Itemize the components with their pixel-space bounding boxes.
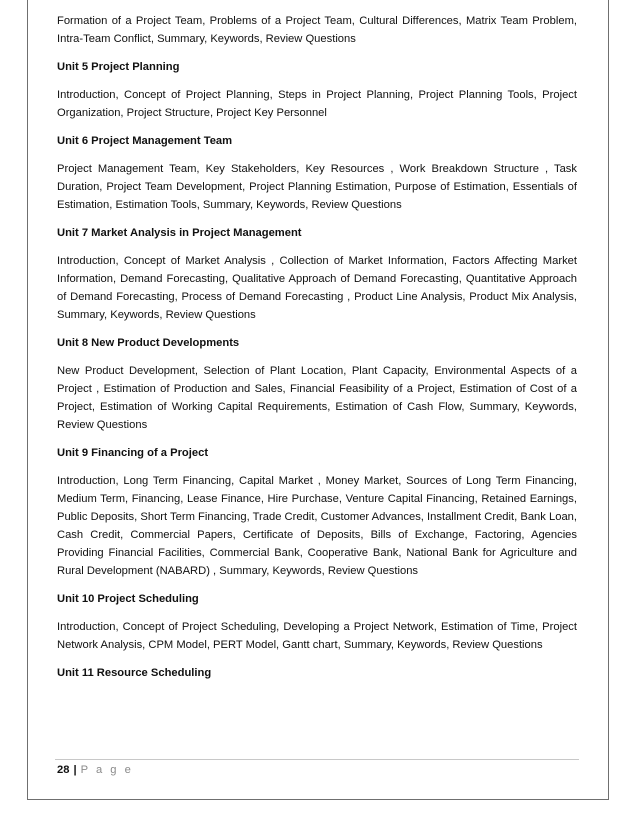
unit-heading: Unit 10 Project Scheduling <box>57 593 199 605</box>
footer-separator: | <box>73 764 77 776</box>
unit-heading: Unit 9 Financing of a Project <box>57 447 209 459</box>
document-body <box>57 12 577 692</box>
page-label: P a g e <box>80 764 134 776</box>
unit-heading: Unit 5 Project Planning <box>57 61 180 73</box>
unit-section-9 <box>57 444 577 580</box>
unit-content: New Product Development, Selection of Plant Location, Plant Capacity, Environmental Aspects of a Project , Estimation of Production and Sales, Financial Feasibility of a Project, Estimation of Cost of a Project, Estimation of Working Capital Requirements, Estimation of Cash Flow, Summary, Keywords, Review Questions <box>57 365 577 431</box>
unit-section-5 <box>57 58 577 122</box>
unit-content: Introduction, Concept of Project Planning, Steps in Project Planning, Project Planning Tools, Project Organization, Project Structure, Project Key Personnel <box>57 89 577 119</box>
unit-heading: Unit 11 Resource Scheduling <box>57 667 212 679</box>
unit-content: Introduction, Concept of Market Analysis , Collection of Market Information, Factors Affecting Market Information, Demand Forecasting, Qualitative Approach of Demand Forecasting, Quantitative Approach of Demand Forecasting, Process of Demand Forecasting , Product Line Analysis, Product Mix Analysis, Summary, Keywords, Review Questions <box>57 255 577 321</box>
unit-heading: Unit 8 New Product Developments <box>57 337 240 349</box>
unit-section-7 <box>57 224 577 324</box>
page-footer <box>57 762 133 778</box>
unit-content: Project Management Team, Key Stakeholders, Key Resources , Work Breakdown Structure , Task Duration, Project Team Development, Project Planning Estimation, Purpose of Estimation, Essentials of Estimation, Estimation Tools, Summary, Keywords, Review Questions <box>57 163 577 211</box>
unit-content: Introduction, Concept of Project Scheduling, Developing a Project Network, Estimation of Time, Project Network Analysis, CPM Model, PERT Model, Gantt chart, Summary, Keywords, Review Questions <box>57 621 577 651</box>
footer-divider <box>55 759 579 760</box>
unit-section-8 <box>57 334 577 434</box>
unit-content: Introduction, Long Term Financing, Capital Market , Money Market, Sources of Long Term Financing, Medium Term, Financing, Lease Finance, Hire Purchase, Venture Capital Financing, Retained Earnings, Public Deposits, Short Term Financing, Trade Credit, Customer Advances, Installment Credit, Bank Loan, Cash Credit, Commercial Papers, Certificate of Deposits, Bills of Exchange, Factoring, Agencies Providing Financial Facilities, Commercial Bank, Cooperative Bank, National Bank for Agriculture and Rural Development (NABARD) , Summary, Keywords, Review Questions <box>57 475 577 577</box>
unit-section-10 <box>57 590 577 654</box>
unit-heading: Unit 7 Market Analysis in Project Management <box>57 227 302 239</box>
unit-section-6 <box>57 132 577 214</box>
intro-paragraph: Formation of a Project Team, Problems of a Project Team, Cultural Differences, Matrix Team Problem, Intra-Team Conflict, Summary, Keywords, Review Questions <box>57 15 577 45</box>
unit-section-11 <box>57 664 577 682</box>
unit-heading: Unit 6 Project Management Team <box>57 135 233 147</box>
page-number: 28 <box>57 764 70 776</box>
